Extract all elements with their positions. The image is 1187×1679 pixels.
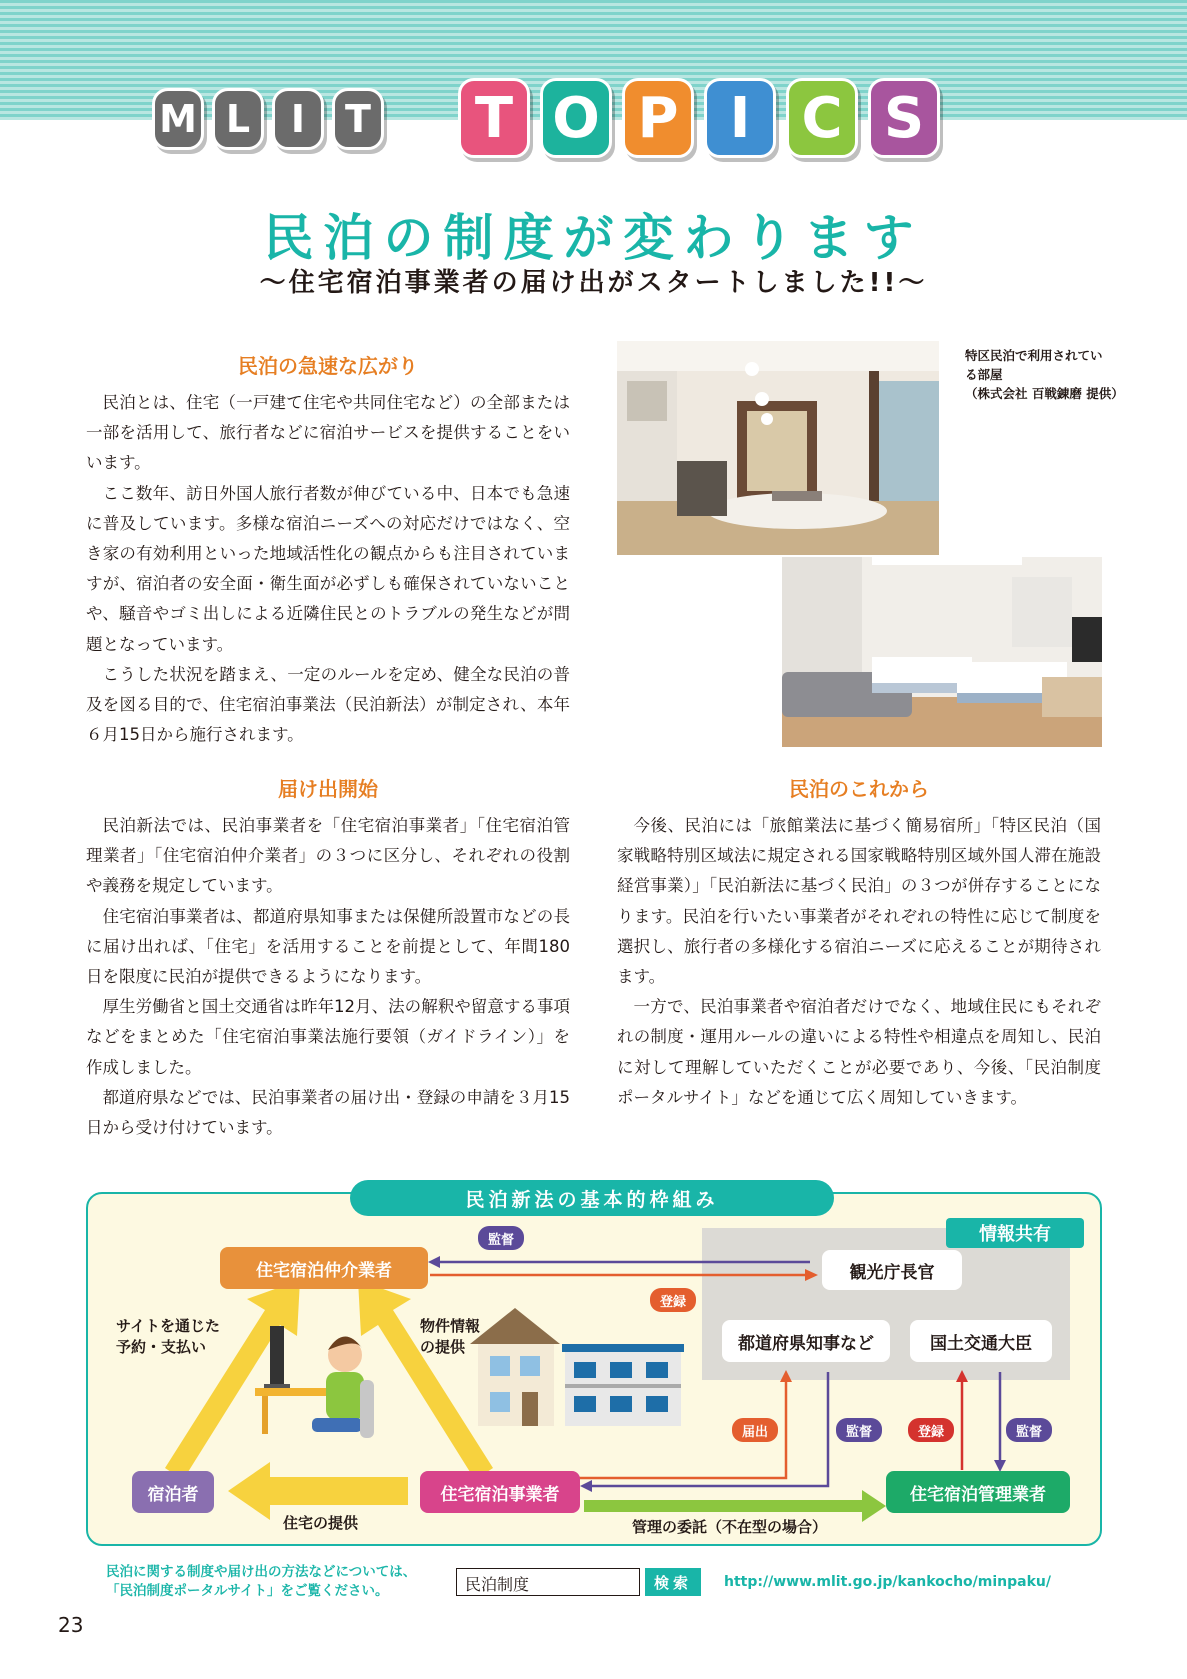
label-booking: サイトを通じた 予約・支払い	[116, 1317, 220, 1356]
chip-supervise-manager: 監督	[1006, 1418, 1052, 1442]
paragraph: 厚生労働省と国土交通省は昨年12月、法の解釈や留意する事項などをまとめた「住宅宿泊事業法施行要領（ガイドライン）」を作成しました。	[86, 997, 570, 1077]
paragraph: こうした状況を踏まえ、一定のルールを定め、健全な民泊の普及を図る目的で、住宅宿泊事業法（民泊新法）が制定され、本年６月15日から施行されます。	[86, 664, 570, 745]
footer-note: 民泊に関する制度や届け出の方法などについては、 「民泊制度ポータルサイト」をご覧ください。	[106, 1564, 417, 1599]
paragraph: 今後、民泊には「旅館業法に基づく簡易宿所」「特区民泊（国家戦略特別区域法に規定される国家戦略特別区域外国人滞在施設経営事業）」「民泊新法に基づく民泊」の３つが併存することになります。民泊を行いたい事業者がそれぞれの特性に応じて制度を選択し、旅行者の多様化する宿泊ニーズに応えることが期待されます。	[617, 816, 1101, 987]
node-manager: 住宅宿泊管理業者	[886, 1471, 1070, 1513]
node-governor: 都道府県知事など	[722, 1320, 890, 1362]
person-illustration	[255, 1326, 374, 1438]
paragraph: ここ数年、訪日外国人旅行者数が伸びている中、日本でも急速に普及しています。多様な宿泊ニーズへの対応だけではなく、空き家の有効利用といった地域活性化の観点からも注目されていますが、宿泊者の安全面・衛生面が必ずしも確保されていないことや、騒音やゴミ出しによる近隣住民とのトラブルの発生などが問題となっています。	[86, 483, 570, 654]
node-operator: 住宅宿泊事業者	[420, 1471, 580, 1513]
chip-supervise-broker: 監督	[478, 1226, 524, 1250]
info-share-badge: 情報共有	[946, 1218, 1084, 1248]
label-housing: 住宅の提供	[283, 1514, 359, 1532]
logo-letter-i2: I	[704, 78, 776, 158]
chip-notify: 届出	[732, 1418, 778, 1442]
logo-letter-p: P	[622, 78, 694, 158]
logo-letter-l: L	[212, 88, 264, 150]
page-number: 23	[58, 1613, 84, 1637]
label-delegation: 管理の委託（不在型の場合）	[632, 1518, 828, 1536]
section-heading-future: 民泊のこれから	[789, 777, 929, 801]
node-broker: 住宅宿泊仲介業者	[220, 1247, 428, 1289]
search-input[interactable]: 民泊制度	[456, 1568, 640, 1596]
chip-register-broker: 登録	[650, 1288, 696, 1312]
logo-letter-o: O	[540, 78, 612, 158]
section-heading-notification: 届け出開始	[278, 777, 378, 801]
paragraph: 都道府県などでは、民泊事業者の届け出・登録の申請を３月15日から受け付けています。	[86, 1087, 570, 1138]
node-tourism: 観光庁長官	[822, 1250, 962, 1290]
paragraph: 一方で、民泊事業者や宿泊者だけでなく、地域住民にもそれぞれの制度・運用ルールの違いによる特性や相違点を周知し、民泊に対して理解していただくことが必要であり、今後、「民泊制度ポータルサイト」などを通じて広く周知していきます。	[617, 997, 1101, 1107]
logo-letter-s: S	[868, 78, 940, 158]
portal-url-link[interactable]: http://www.mlit.go.jp/kankocho/minpaku/	[724, 1574, 1051, 1590]
paragraph: 民泊とは、住宅（一戸建て住宅や共同住宅など）の全部または一部を活用して、旅行者などに宿泊サービスを提供することをいいます。	[86, 393, 570, 473]
photo-caption: 特区民泊で利用されてい る部屋 （株式会社 百戦錬磨 提供）	[965, 348, 1124, 401]
house-illustration	[470, 1308, 560, 1426]
property-arrow	[358, 1280, 493, 1480]
page-title: 民泊の制度が変わります	[263, 209, 924, 267]
label-property: 物件情報 の提供	[420, 1317, 481, 1356]
paragraph: 民泊新法では、民泊事業者を「住宅宿泊事業者」「住宅宿泊管理業者」「住宅宿泊仲介業者」の３つに区分し、それぞれの役割や義務を規定しています。	[86, 816, 570, 896]
diagram-title: 民泊新法の基本的枠組み	[350, 1180, 834, 1216]
logo-letter-c: C	[786, 78, 858, 158]
node-minister: 国土交通大臣	[910, 1320, 1052, 1362]
page-subtitle: 〜住宅宿泊事業者の届け出がスタートしました!!〜	[259, 268, 928, 298]
search-button[interactable]: 検索	[645, 1568, 701, 1596]
logo-letter-t2: T	[458, 78, 530, 158]
node-guest: 宿泊者	[132, 1471, 214, 1513]
paragraph: 住宅宿泊事業者は、都道府県知事または保健所設置市などの長に届け出れば、「住宅」を活用することを前提として、年間180日を限度に民泊が提供できるようになります。	[86, 906, 570, 987]
logo-letter-i: I	[272, 88, 324, 150]
chip-supervise-operator: 監督	[836, 1418, 882, 1442]
logo-letter-t: T	[332, 88, 384, 150]
logo-letter-m: M	[152, 88, 204, 150]
apartment-illustration	[562, 1344, 684, 1426]
section-heading-growth: 民泊の急速な広がり	[238, 354, 418, 378]
chip-register-manager: 登録	[908, 1418, 954, 1442]
housing-arrow	[228, 1462, 408, 1520]
